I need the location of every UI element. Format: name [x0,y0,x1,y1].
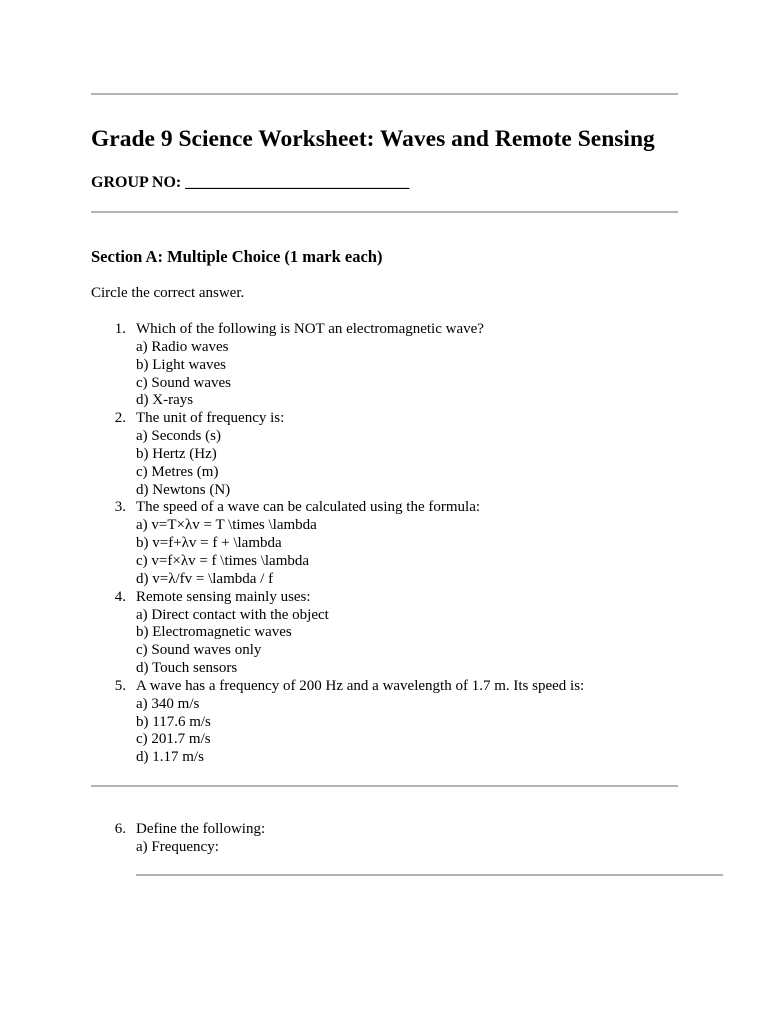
answer-option-b[interactable]: b) Electromagnetic waves [136,624,292,641]
question-number: 3. [114,499,126,516]
question-text: A wave has a frequency of 200 Hz and a wavelength of 1.7 m. Its speed is: [136,677,585,694]
question-3 [91,499,691,588]
question-number: 5. [114,677,126,694]
answer-line[interactable] [136,874,723,876]
section-a-instruction: Circle the correct answer. [91,285,245,301]
answer-option-c[interactable]: c) Sound waves only [136,642,262,659]
question-number: 6. [114,821,126,837]
question-4 [91,589,691,678]
question-5 [91,678,691,767]
section-a-heading: Section A: Multiple Choice (1 mark each) [91,247,383,266]
answer-option-b[interactable]: b) v=f+λv = f + \lambda [136,535,282,552]
question-text: Define the following: [136,821,266,837]
answer-option-d[interactable]: d) v=λ/fv = \lambda / f [136,570,274,587]
question-text: Remote sensing mainly uses: [136,588,311,605]
worksheet-title: Grade 9 Science Worksheet: Waves and Remote Sensing [91,126,655,152]
question-list [91,321,691,767]
section-divider [91,785,678,787]
answer-option-a[interactable]: a) v=T×λv = T \times \lambda [136,517,317,534]
answer-option-b[interactable]: b) Hertz (Hz) [136,445,217,462]
question-number: 1. [114,321,126,337]
question-6 [91,821,731,857]
question-number: 2. [114,410,126,427]
answer-option-c[interactable]: c) Sound waves [136,374,231,391]
answer-option-a[interactable]: a) 340 m/s [136,695,200,712]
definition-prompt-frequency: a) Frequency: [136,838,219,855]
answer-option-d[interactable]: d) X-rays [136,392,194,409]
answer-option-b[interactable]: b) Light waves [136,356,226,373]
question-text: The speed of a wave can be calculated using the formula: [136,499,481,516]
question-text: The unit of frequency is: [136,410,285,427]
group-number-field: GROUP NO: ____________________________ [91,174,410,191]
answer-option-c[interactable]: c) 201.7 m/s [136,731,211,748]
header-divider [91,211,678,213]
answer-option-a[interactable]: a) Radio waves [136,338,229,355]
answer-option-a[interactable]: a) Direct contact with the object [136,606,329,623]
question-1 [91,321,691,410]
answer-option-d[interactable]: d) Newtons (N) [136,481,231,498]
question-number: 4. [114,588,126,605]
answer-option-a[interactable]: a) Seconds (s) [136,428,221,445]
answer-option-d[interactable]: d) 1.17 m/s [136,749,204,766]
question-2 [91,410,691,499]
answer-option-b[interactable]: b) 117.6 m/s [136,713,211,730]
answer-option-c[interactable]: c) Metres (m) [136,463,219,480]
answer-option-c[interactable]: c) v=f×λv = f \times \lambda [136,552,310,569]
question-text: Which of the following is NOT an electromagnetic wave? [136,321,484,337]
definition-question-list [91,821,731,857]
top-divider [91,93,678,95]
answer-option-d[interactable]: d) Touch sensors [136,660,238,677]
